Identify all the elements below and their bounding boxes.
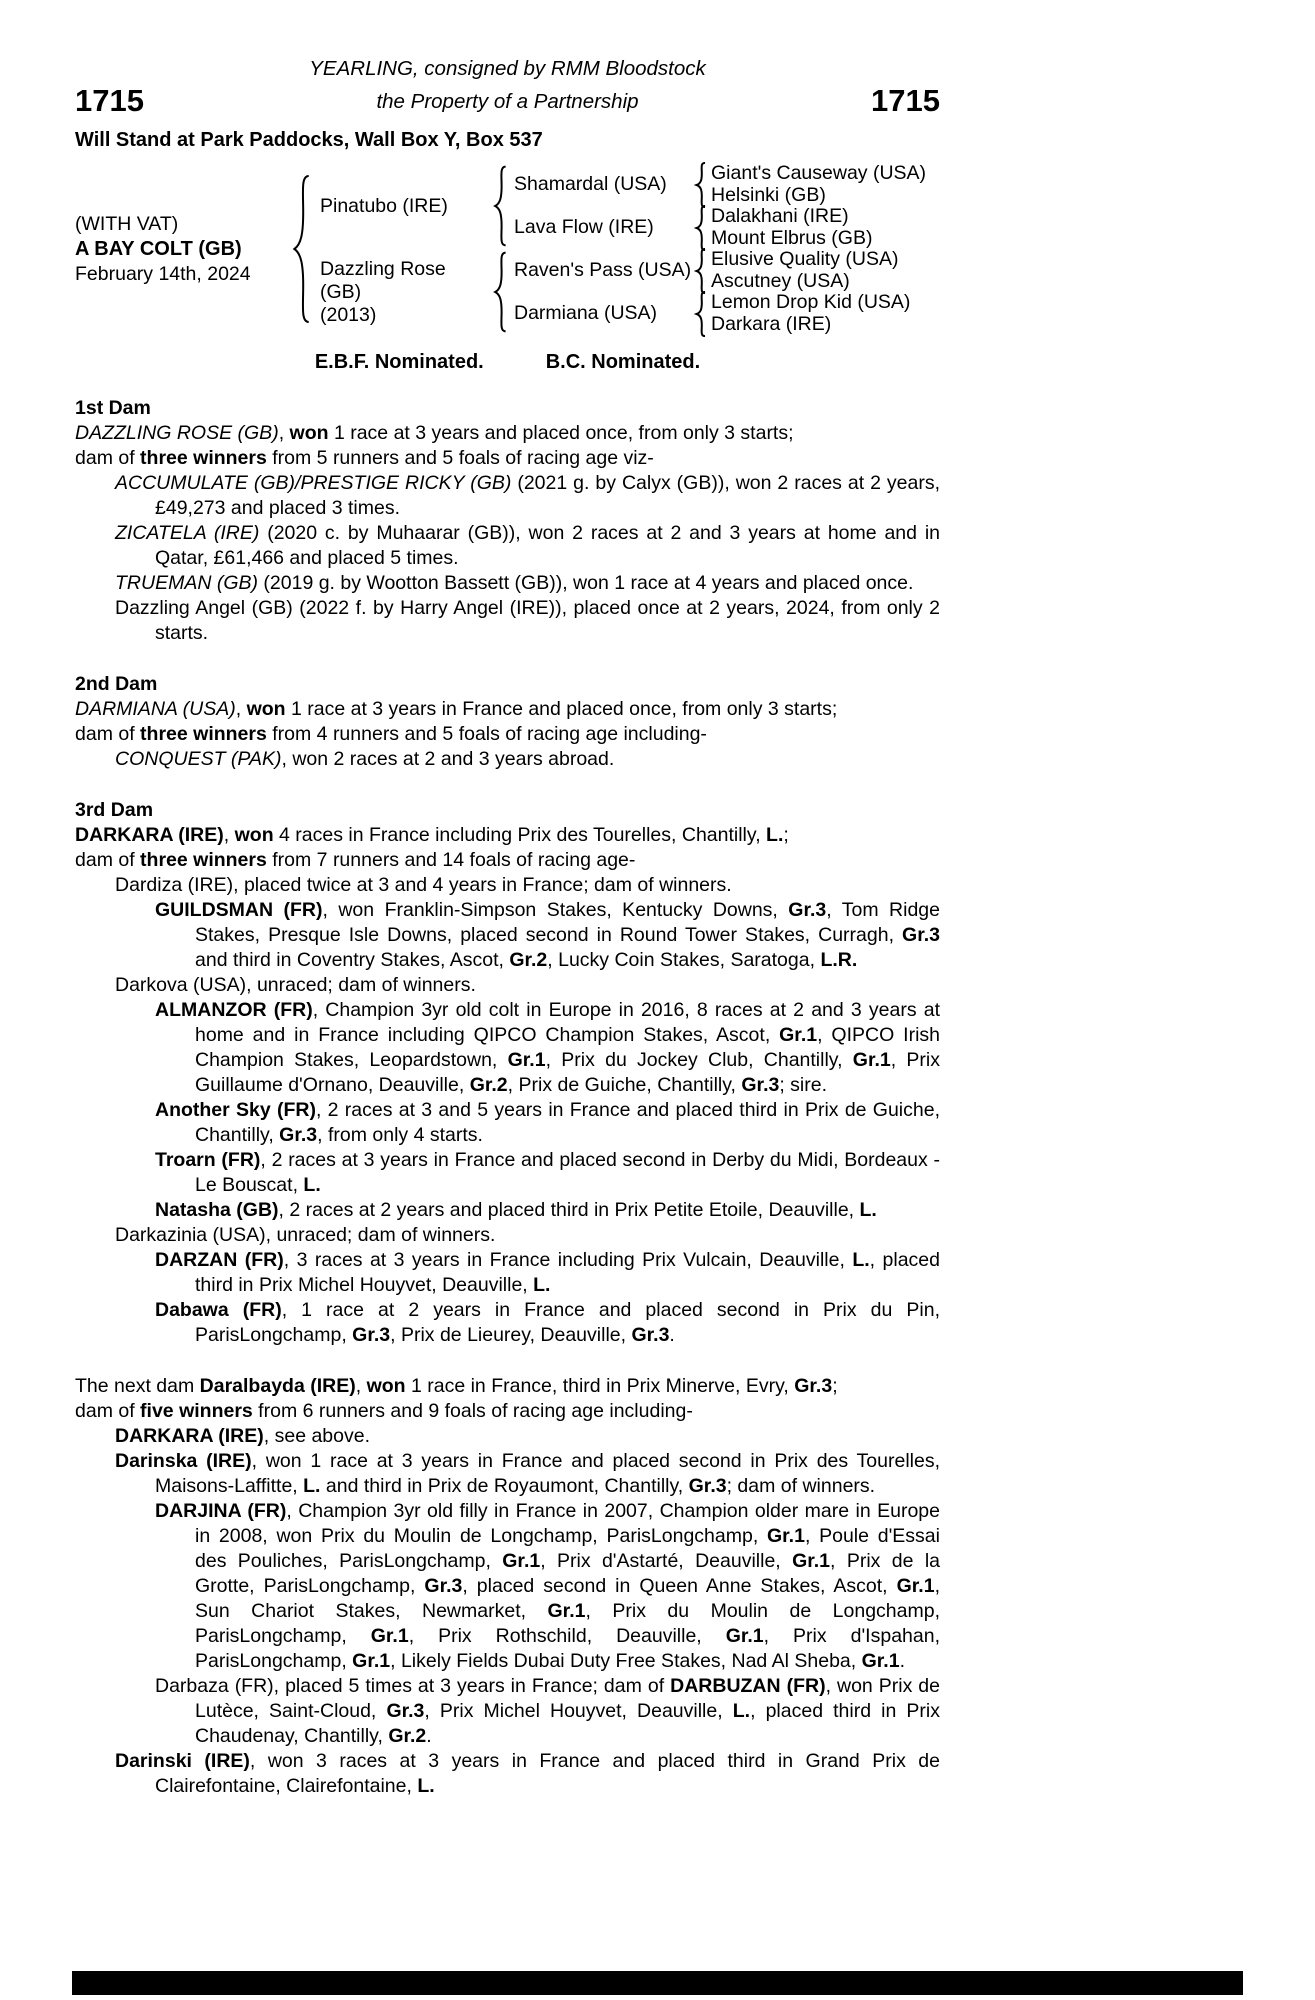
text-run: won <box>234 824 274 846</box>
text-run: five winners <box>140 1400 253 1422</box>
granddam-name: Lava Flow (IRE) <box>514 216 654 238</box>
pedigree-brace <box>694 248 707 294</box>
text-run: ; sire. <box>779 1074 828 1096</box>
text-run: three winners <box>140 447 267 469</box>
text-run: ; dam of winners. <box>726 1475 876 1497</box>
section-gap <box>75 1348 940 1374</box>
text-run: , Prix de Lieurey, Deauville, <box>390 1324 632 1346</box>
text-run: Another Sky (FR) <box>155 1099 316 1121</box>
text-run: , Prix du Moulin de Longchamp, ParisLongchamp, <box>195 1600 940 1647</box>
text-run: Gr.1 <box>370 1625 409 1647</box>
text-run: 1 race in France, third in Prix Minerve, Evry, <box>405 1375 795 1397</box>
text-run: 4 races in France including Prix des Tourelles, Chantilly, <box>273 824 767 846</box>
great-grandparents <box>707 249 940 292</box>
text-run: 1 race at 3 years and placed once, from only 3 starts; <box>328 422 794 444</box>
text-run: L. <box>533 1274 551 1296</box>
text-run: , Champion 3yr old colt in Europe in 2016, 8 races at 2 and 3 years at home and in France including QIPCO Champion Stakes, Ascot, <box>195 999 940 1046</box>
text-run: (2019 g. by Wootton Bassett (GB)), won 1 race at 4 years and placed once. <box>258 572 914 594</box>
text-run: , Prix d'Astarté, Deauville, <box>540 1550 793 1572</box>
text-run: , 2 races at 3 and 5 years in France and placed third in Prix de Guiche, Chantilly, <box>195 1099 940 1146</box>
pedigree-paragraph <box>75 1374 940 1399</box>
pedigree-paragraph <box>75 1399 940 1424</box>
text-run: L. <box>303 1174 321 1196</box>
text-run: Gr.1 <box>896 1575 935 1597</box>
text-run: GUILDSMAN (FR) <box>155 899 323 921</box>
text-run: Gr.3 <box>352 1324 391 1346</box>
text-run: Gr.2 <box>388 1725 427 1747</box>
great-grandparents <box>707 163 940 206</box>
text-run: L. <box>732 1700 751 1722</box>
text-run: DAZZLING ROSE (GB) <box>75 422 279 444</box>
pedigree-brace <box>694 291 707 337</box>
text-run: Gr.2 <box>509 949 548 971</box>
text-run: Gr.1 <box>725 1625 764 1647</box>
pedigree-paragraph <box>75 1148 940 1198</box>
text-run: , won Prix de Lutèce, Saint-Cloud, <box>195 1675 940 1722</box>
bc-nomination: B.C. Nominated. <box>545 351 701 373</box>
pedigree-paragraph <box>75 747 940 772</box>
text-run: , Champion 3yr old filly in France in 2007, Champion older mare in Europe in 2008, won Prix du Moulin de Longchamp, ParisLongchamp, <box>195 1500 940 1547</box>
text-run: from 5 runners and 5 foals of racing age viz- <box>266 447 654 469</box>
pedigree-paragraph <box>75 1449 940 1499</box>
pedigree-paragraph <box>75 1223 940 1248</box>
text-run: Gr.1 <box>852 1049 891 1071</box>
text-run: and third in Prix de Royaumont, Chantilly, <box>320 1475 689 1497</box>
pedigree-paragraph <box>75 898 940 973</box>
text-run: three winners <box>140 849 267 871</box>
text-run: , QIPCO Irish Champion Stakes, Leopardstown, <box>195 1024 940 1071</box>
text-run: Gr.1 <box>352 1650 391 1672</box>
dam-info <box>312 258 492 327</box>
text-run: , placed third in Prix Michel Houyvet, Deauville, <box>195 1249 940 1296</box>
section-heading: 2nd Dam <box>75 673 158 695</box>
dam-branch <box>312 249 940 335</box>
section-heading: 3rd Dam <box>75 799 154 821</box>
pedigree-paragraph <box>75 471 940 521</box>
pedigree-paragraph <box>75 1749 940 1799</box>
pedigree-paragraph <box>75 1499 940 1674</box>
great-grandparents <box>707 292 940 335</box>
page-content <box>75 56 940 1799</box>
text-run: Gr.1 <box>766 1525 805 1547</box>
page-bottom-bar <box>72 1971 1243 1995</box>
pedigree-paragraph <box>75 973 940 998</box>
text-run: , 3 races at 3 years in France including Prix Vulcain, Deauville, <box>283 1249 853 1271</box>
text-run: three winners <box>140 723 267 745</box>
pedigree-paragraph <box>75 1298 940 1348</box>
pedigree-table <box>75 163 940 335</box>
colt-name: A BAY COLT (GB) <box>75 237 242 260</box>
lot-number-left: 1715 <box>75 83 144 118</box>
pedigree-paragraph <box>75 571 940 596</box>
text-run: Gr.3 <box>386 1700 425 1722</box>
text-run: from 7 runners and 14 foals of racing age- <box>266 849 636 871</box>
text-run: Gr.2 <box>469 1074 508 1096</box>
text-run: , placed third in Prix Chaudenay, Chantilly, <box>195 1700 940 1747</box>
great-granddam-name: Mount Elbrus (GB) <box>711 226 873 249</box>
text-run: , <box>223 824 235 846</box>
text-run: Gr.3 <box>902 924 940 946</box>
great-grandsire-name: Lemon Drop Kid (USA) <box>711 291 911 313</box>
text-run: dam of <box>75 849 141 871</box>
text-run: won <box>246 698 286 720</box>
text-run: DARZAN (FR) <box>155 1249 284 1271</box>
pedigree-paragraph <box>75 697 940 722</box>
text-run: Darinska (IRE) <box>115 1450 252 1472</box>
text-run: Gr.3 <box>424 1575 463 1597</box>
pedigree-paragraph <box>75 1424 940 1449</box>
vat-note: (WITH VAT) <box>75 212 179 235</box>
text-run: dam of <box>75 447 141 469</box>
text-run: Darbaza (FR), placed 5 times at 3 years in France; dam of <box>155 1675 671 1697</box>
text-run: The next dam <box>75 1375 200 1397</box>
text-run: CONQUEST (PAK) <box>115 748 282 770</box>
text-run: DARKARA (IRE) <box>115 1425 264 1447</box>
pedigree-text <box>75 396 940 1799</box>
text-run: Dardiza (IRE), placed twice at 3 and 4 years in France; dam of winners. <box>115 874 732 896</box>
text-run: from 6 runners and 9 foals of racing age including- <box>252 1400 693 1422</box>
pedigree-paragraph <box>75 823 940 848</box>
great-grandsire-name: Elusive Quality (USA) <box>711 248 899 270</box>
text-run: , won Franklin-Simpson Stakes, Kentucky Downs, <box>322 899 789 921</box>
text-run: , 1 race at 2 years in France and placed second in Prix du Pin, ParisLongchamp, <box>195 1299 940 1346</box>
text-run: Gr.1 <box>792 1550 831 1572</box>
text-run: ZICATELA (IRE) <box>115 522 260 544</box>
pedigree-paragraph <box>75 1674 940 1749</box>
text-run: dam of <box>75 1400 141 1422</box>
lot-row <box>75 83 940 119</box>
pedigree-row <box>508 163 940 206</box>
text-run: ; <box>832 1375 838 1397</box>
pedigree-row <box>508 249 940 292</box>
text-run: DARBUZAN (FR) <box>670 1675 826 1697</box>
text-run: L. <box>766 824 784 846</box>
great-grandsire-name: Dalakhani (IRE) <box>711 205 849 227</box>
pedigree-brace <box>492 251 508 333</box>
text-run: (2021 g. by Calyx (GB)), won 2 races at 2 years, £49,273 and placed 3 times. <box>155 472 940 519</box>
pedigree-row <box>508 206 940 249</box>
text-run: , 2 races at 3 years in France and placed second in Derby du Midi, Bordeaux - Le Bouscat, <box>195 1149 940 1196</box>
pedigree-paragraph <box>75 596 940 646</box>
text-run: from 4 runners and 5 foals of racing age including- <box>266 723 707 745</box>
dam-year: (2013) <box>320 303 377 326</box>
text-run: L. <box>852 1249 870 1271</box>
text-run: Darinski (IRE) <box>115 1750 250 1772</box>
text-run: , won 2 races at 2 and 3 years abroad. <box>281 748 615 770</box>
text-run: 1 race at 3 years in France and placed once, from only 3 starts; <box>285 698 838 720</box>
foal-date: February 14th, 2024 <box>75 262 251 285</box>
pedigree-paragraph <box>75 722 940 747</box>
great-granddam-name: Helsinki (GB) <box>711 183 826 206</box>
text-run: Gr.3 <box>794 1375 833 1397</box>
pedigree-row <box>508 292 940 335</box>
text-run: , Lucky Coin Stakes, Saratoga, <box>547 949 821 971</box>
text-run: won <box>366 1375 406 1397</box>
text-run: , Prix de la Grotte, ParisLongchamp, <box>195 1550 940 1597</box>
text-run: , from only 4 starts. <box>317 1124 483 1146</box>
text-run: , <box>355 1375 367 1397</box>
grandsire-name: Raven's Pass (USA) <box>514 259 692 281</box>
pedigree-brace <box>694 162 707 208</box>
great-grandsire-name: Giant's Causeway (USA) <box>711 162 927 184</box>
pedigree-paragraph <box>75 421 940 446</box>
text-run: Gr.1 <box>502 1550 541 1572</box>
text-run: , Prix Guillaume d'Ornano, Deauville, <box>195 1049 941 1096</box>
text-run: L. <box>303 1475 321 1497</box>
text-run: Darkova (USA), unraced; dam of winners. <box>115 974 476 996</box>
sire-branch <box>312 163 940 249</box>
text-run: L. <box>859 1199 877 1221</box>
consignor-line: YEARLING, consigned by RMM Bloodstock <box>309 57 706 80</box>
text-run: DARMIANA (USA) <box>75 698 236 720</box>
section-heading: 1st Dam <box>75 397 151 419</box>
pedigree-paragraph <box>75 873 940 898</box>
text-run: , Prix Rothschild, Deauville, <box>408 1625 726 1647</box>
text-run: Dazzling Angel (GB) (2022 f. by Harry Angel (IRE)), placed once at 2 years, 2024, from only 2 starts. <box>115 597 940 644</box>
text-run: . <box>899 1650 905 1672</box>
text-run: Dabawa (FR) <box>155 1299 282 1321</box>
text-run: , Prix de Guiche, Chantilly, <box>507 1074 742 1096</box>
text-run: , <box>235 698 247 720</box>
pedigree-paragraph <box>75 446 940 471</box>
text-run: , placed second in Queen Anne Stakes, Ascot, <box>462 1575 897 1597</box>
text-run: , Prix Michel Houyvet, Deauville, <box>424 1700 733 1722</box>
text-run: DARJINA (FR) <box>155 1500 287 1522</box>
text-run: Gr.1 <box>507 1049 546 1071</box>
text-run: , won 1 race at 3 years in France and placed second in Prix des Tourelles, Maisons-Laffitte, <box>155 1450 941 1497</box>
pedigree-paragraph <box>75 1248 940 1298</box>
pedigree-paragraph <box>75 848 940 873</box>
pedigree-brace <box>694 205 707 251</box>
text-run: TRUEMAN (GB) <box>115 572 258 594</box>
text-run: ; <box>783 824 789 846</box>
text-run: ACCUMULATE (GB)/PRESTIGE RICKY (GB) <box>115 472 512 494</box>
granddam-name: Darmiana (USA) <box>514 302 658 324</box>
text-run: dam of <box>75 723 141 745</box>
stand-location-line: Will Stand at Park Paddocks, Wall Box Y, Box 537 <box>75 129 543 151</box>
ebf-nomination: E.B.F. Nominated. <box>314 351 484 373</box>
text-run: Gr.3 <box>631 1324 670 1346</box>
text-run: (2020 c. by Muhaarar (GB)), won 2 races at 2 and 3 years at home and in Qatar, £61,466 and placed 5 times. <box>155 522 940 569</box>
text-run: won <box>289 422 329 444</box>
great-grandparents <box>707 206 940 249</box>
text-run: . <box>669 1324 675 1346</box>
dam-name: Dazzling Rose (GB) <box>320 257 446 303</box>
text-run: , Prix d'Ispahan, ParisLongchamp, <box>195 1625 940 1672</box>
text-run: , Prix du Jockey Club, Chantilly, <box>545 1049 853 1071</box>
text-run: ALMANZOR (FR) <box>155 999 313 1021</box>
pedigree-generations <box>312 163 940 335</box>
text-run: Gr.3 <box>741 1074 780 1096</box>
text-run: , won 3 races at 3 years in France and placed third in Grand Prix de Clairefontaine, Clairefontaine, <box>155 1750 940 1797</box>
colt-info <box>75 212 290 287</box>
text-run: Troarn (FR) <box>155 1149 261 1171</box>
great-granddam-name: Darkara (IRE) <box>711 312 832 335</box>
pedigree-brace <box>290 173 312 325</box>
text-run: , 2 races at 2 years and placed third in Prix Petite Etoile, Deauville, <box>278 1199 860 1221</box>
great-granddam-name: Ascutney (USA) <box>711 269 850 292</box>
text-run: , Tom Ridge Stakes, Presque Isle Downs, placed second in Round Tower Stakes, Curragh, <box>195 899 940 946</box>
text-run: Gr.1 <box>861 1650 900 1672</box>
text-run: . <box>426 1725 432 1747</box>
grandsire-name: Shamardal (USA) <box>514 173 667 195</box>
text-run: Gr.3 <box>688 1475 727 1497</box>
pedigree-paragraph <box>75 521 940 571</box>
pedigree-paragraph <box>75 1198 940 1223</box>
text-run: Daralbayda (IRE) <box>199 1375 356 1397</box>
text-run: , Poule d'Essai des Pouliches, ParisLongchamp, <box>195 1525 940 1572</box>
text-run: Gr.3 <box>279 1124 318 1146</box>
property-line: the Property of a Partnership <box>376 89 639 113</box>
text-run: Gr.1 <box>547 1600 586 1622</box>
text-run: Darkazinia (USA), unraced; dam of winners. <box>115 1224 496 1246</box>
text-run: L.R. <box>820 949 858 971</box>
text-run: Gr.1 <box>779 1024 818 1046</box>
nominations-line <box>75 350 940 375</box>
text-run: , Sun Chariot Stakes, Newmarket, <box>195 1575 940 1622</box>
text-run: L. <box>417 1775 435 1797</box>
text-run: Natasha (GB) <box>155 1199 279 1221</box>
text-run: Gr.3 <box>788 899 827 921</box>
text-run: , Likely Fields Dubai Duty Free Stakes, Nad Al Sheba, <box>390 1650 862 1672</box>
text-run: DARKARA (IRE) <box>75 824 224 846</box>
text-run: , <box>278 422 290 444</box>
sire-name: Pinatubo (IRE) <box>320 194 448 217</box>
pedigree-paragraph <box>75 1098 940 1148</box>
text-run: , see above. <box>263 1425 371 1447</box>
pedigree-brace <box>492 165 508 247</box>
text-run: and third in Coventry Stakes, Ascot, <box>195 949 510 971</box>
lot-number-right: 1715 <box>871 83 940 118</box>
pedigree-paragraph <box>75 998 940 1098</box>
